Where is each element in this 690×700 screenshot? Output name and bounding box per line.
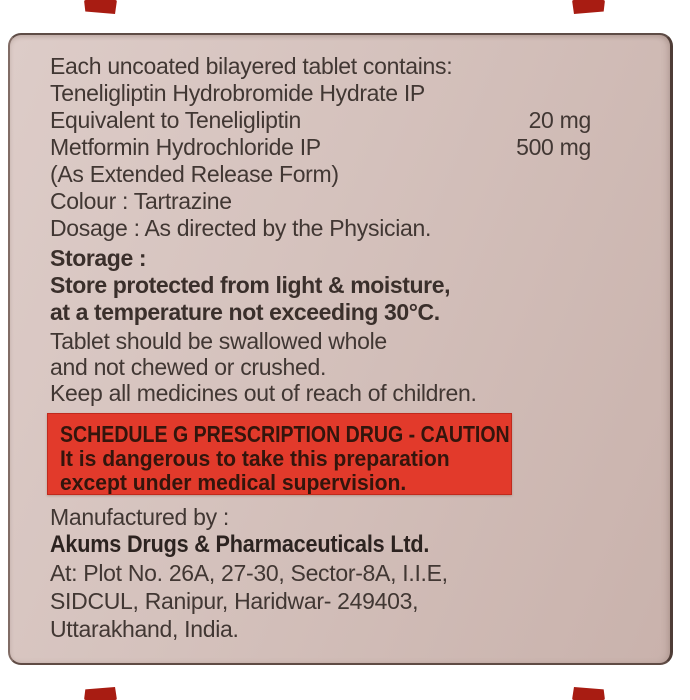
keep-away-children-line: Keep all medicines out of reach of children. [50, 380, 477, 406]
storage-line1: Store protected from light & moisture, [50, 272, 451, 298]
ingredient2-row [50, 134, 591, 161]
usage-warnings-section [50, 328, 591, 406]
carton-back-panel [8, 33, 673, 665]
manufacturer-address-line2: SIDCUL, Ranipur, Haridwar- 249403, [50, 588, 419, 614]
caution-title: SCHEDULE G PRESCRIPTION DRUG - CAUTION [60, 421, 510, 447]
manufacturer-address-line3: Uttarakhand, India. [50, 616, 239, 642]
manufacturer-address-line1: At: Plot No. 26A, 27-30, Sector-8A, I.I.E, [50, 560, 448, 586]
red-corner-mark-top-right [572, 0, 605, 14]
red-corner-mark-bottom-right [572, 687, 605, 700]
ingredient2-strength-value: 500 mg [516, 134, 591, 160]
composition-section [10, 35, 670, 406]
manufactured-by-heading: Manufactured by : [50, 504, 230, 530]
ingredient1-name: Teneligliptin Hydrobromide Hydrate IP [50, 80, 425, 106]
colour-statement: Colour : Tartrazine [50, 188, 232, 214]
red-corner-mark-top-left [84, 0, 117, 14]
swallow-whole-line1: Tablet should be swallowed whole [50, 328, 387, 354]
swallow-whole-line2: and not chewed or crushed. [50, 354, 327, 380]
ingredient2-name: Metformin Hydrochloride IP [50, 134, 321, 160]
caution-text-line2: except under medical supervision. [60, 470, 407, 495]
ingredient1-row [50, 107, 591, 134]
schedule-g-caution-box [47, 413, 512, 495]
ingredient1-equivalent-label: Equivalent to Teneligliptin [50, 107, 302, 133]
dosage-statement: Dosage : As directed by the Physician. [50, 215, 432, 241]
ingredient1-strength-value: 20 mg [528, 107, 591, 133]
composition-intro: Each uncoated bilayered tablet contains: [50, 53, 453, 79]
red-corner-mark-bottom-left [84, 687, 117, 700]
storage-line2: at a temperature not exceeding 30°C. [50, 299, 440, 325]
storage-section [50, 245, 591, 326]
caution-text-line1: It is dangerous to take this preparation [60, 446, 450, 471]
manufacturer-name: Akums Drugs & Pharmaceuticals Ltd. [50, 531, 430, 558]
ingredient2-form-note: (As Extended Release Form) [50, 161, 339, 187]
storage-heading: Storage : [50, 245, 147, 271]
manufacturer-section [50, 503, 471, 643]
